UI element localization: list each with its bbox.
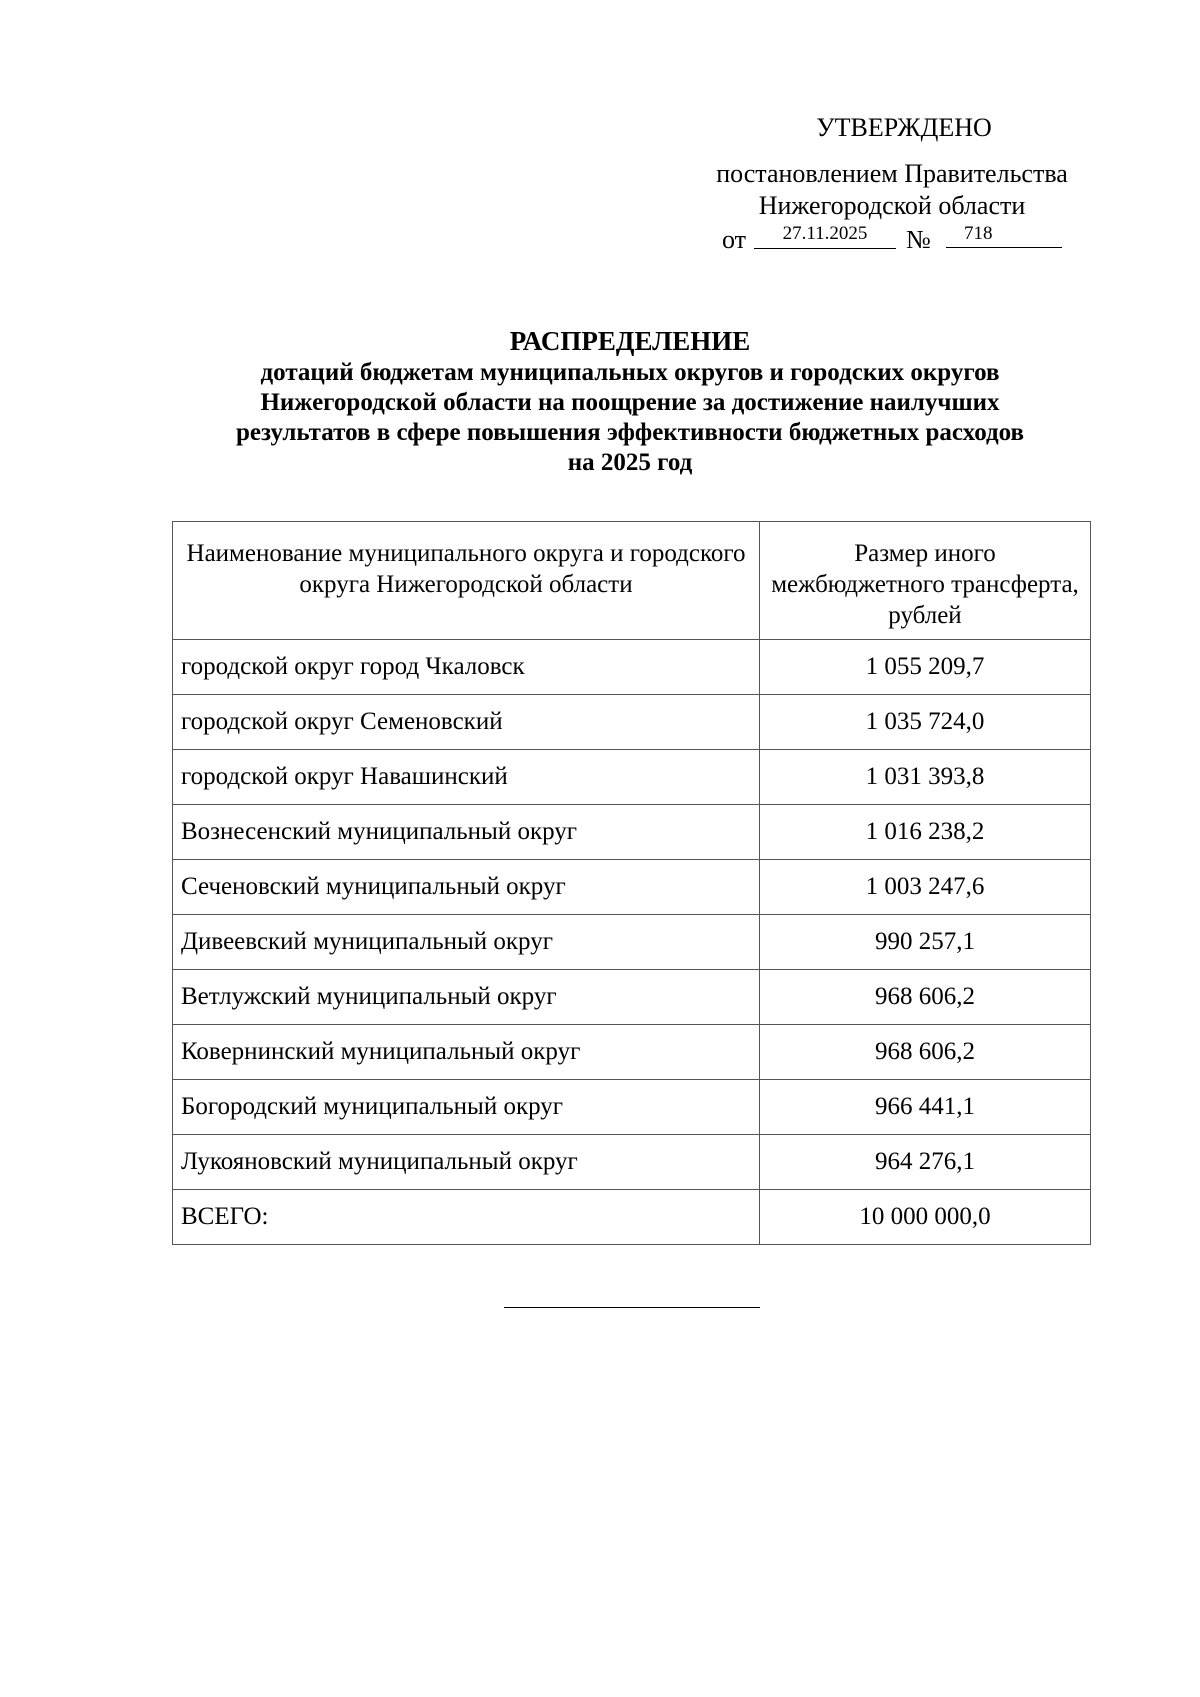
row-amount: 990 257,1 (760, 915, 1091, 970)
document-title (160, 326, 1100, 478)
approval-line-1: постановлением Правительства (716, 159, 1068, 188)
table-row (173, 750, 1091, 805)
table-row (173, 640, 1091, 695)
row-amount: 1 016 238,2 (760, 805, 1091, 860)
approval-stamp (692, 112, 1092, 256)
row-name: Богородский муниципальный округ (173, 1080, 760, 1135)
table-header-row (173, 522, 1091, 640)
approval-date-line (692, 222, 1092, 256)
title-line-3: результатов в сфере повышения эффективности бюджетных расходов (235, 419, 1025, 446)
row-amount: 1 055 209,7 (760, 640, 1091, 695)
header-amount: Размер иного межбюджетного трансферта, рублей (760, 522, 1091, 640)
row-amount: 964 276,1 (760, 1135, 1091, 1190)
title-main: РАСПРЕДЕЛЕНИЕ (509, 326, 751, 356)
row-name: Сеченовский муниципальный округ (173, 860, 760, 915)
row-amount: 966 441,1 (760, 1080, 1091, 1135)
table-row (173, 860, 1091, 915)
header-name: Наименование муниципального округа и городского округа Нижегородской области (173, 522, 760, 640)
approved-heading: УТВЕРЖДЕНО (816, 113, 992, 142)
title-line-2: Нижегородской области на поощрение за достижение наилучших (260, 389, 1000, 416)
table-row (173, 915, 1091, 970)
row-name: Вознесенский муниципальный округ (173, 805, 760, 860)
approval-date: 27.11.2025 (754, 222, 896, 249)
from-label: от (722, 225, 747, 254)
approval-line-2: Нижегородской области (758, 191, 1026, 220)
row-amount: 1 003 247,6 (760, 860, 1091, 915)
row-name: городской округ Семеновский (173, 695, 760, 750)
table-row (173, 1025, 1091, 1080)
table-row (173, 695, 1091, 750)
title-line-4: на 2025 год (567, 449, 693, 476)
distribution-table (172, 521, 1091, 1245)
row-amount: 968 606,2 (760, 1025, 1091, 1080)
table-row (173, 1080, 1091, 1135)
title-line-1: дотаций бюджетам муниципальных округов и городских округов (260, 359, 1000, 386)
table-row (173, 805, 1091, 860)
table-row (173, 1135, 1091, 1190)
row-amount: 1 031 393,8 (760, 750, 1091, 805)
number-sign: № (906, 225, 931, 254)
total-label: ВСЕГО: (173, 1190, 760, 1245)
table-total-row (173, 1190, 1091, 1245)
total-amount: 10 000 000,0 (760, 1190, 1091, 1245)
row-name: городской округ Навашинский (173, 750, 760, 805)
approval-number: 718 (946, 222, 1062, 248)
closing-divider (504, 1307, 760, 1308)
row-name: Ветлужский муниципальный округ (173, 970, 760, 1025)
row-name: Ковернинский муниципальный округ (173, 1025, 760, 1080)
row-name: Дивеевский муниципальный округ (173, 915, 760, 970)
table-row (173, 970, 1091, 1025)
row-amount: 1 035 724,0 (760, 695, 1091, 750)
row-amount: 968 606,2 (760, 970, 1091, 1025)
row-name: городской округ город Чкаловск (173, 640, 760, 695)
row-name: Лукояновский муниципальный округ (173, 1135, 760, 1190)
